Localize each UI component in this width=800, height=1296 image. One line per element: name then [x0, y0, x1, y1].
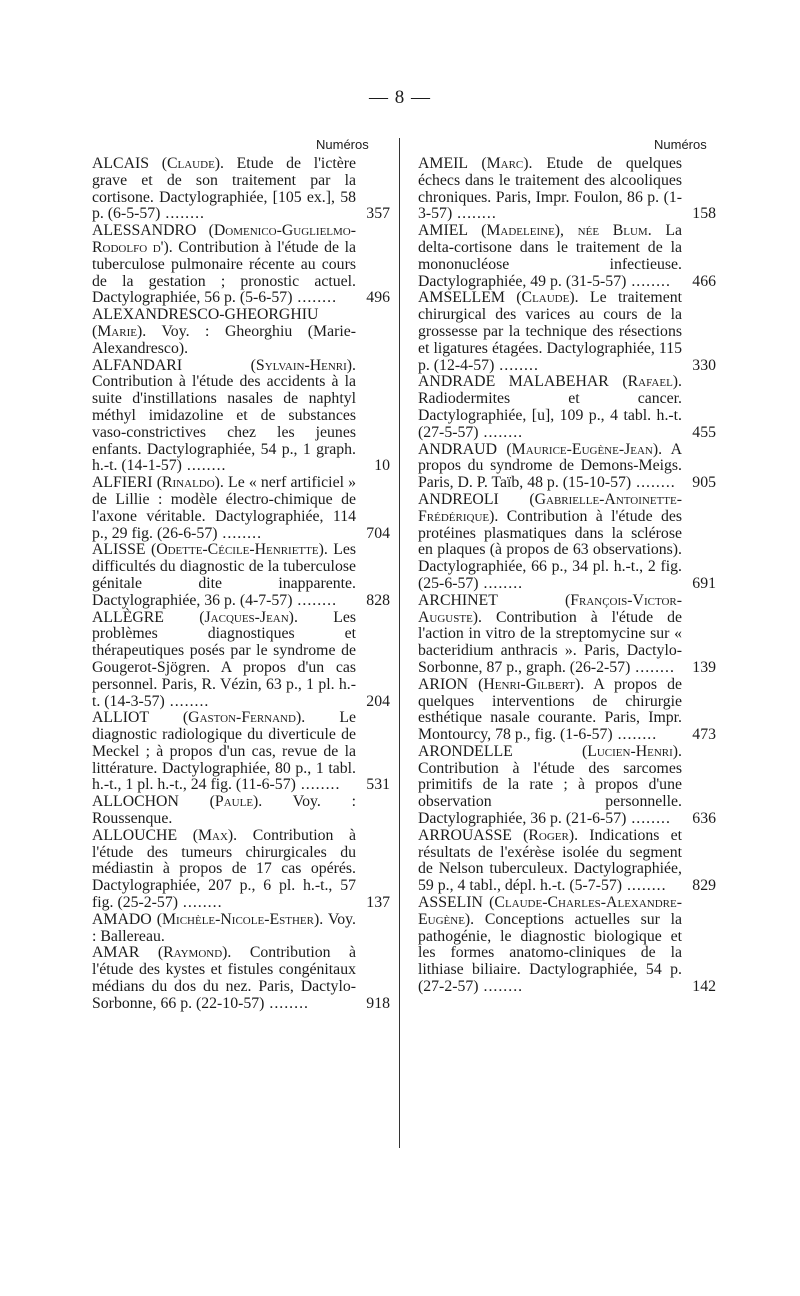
- thesis-description: Le diagnostic radiologique du diverticule de Meckel ; à propos d'un cas, revue de la littérature. Dactylographiée, 80 p., 1 tabl. h.-t., 1 pl. h.-t., 24 fig. (11-6-57): [92, 709, 356, 794]
- author-given-names: (Gabrielle-Antoinette-Frédérique).: [418, 490, 682, 525]
- author-surname: ALISSE: [92, 541, 146, 559]
- leader-dots: ........: [160, 205, 205, 223]
- leader-dots: ........: [612, 726, 658, 744]
- leader-dots: ........: [164, 692, 210, 710]
- bibliography-entry: [418, 593, 716, 677]
- author-surname: ALESSANDRO: [92, 222, 197, 240]
- bibliography-entry: [92, 475, 390, 542]
- author-given-names: (Max).: [192, 826, 238, 844]
- bibliography-entry: [418, 744, 716, 828]
- page-number: — 8 —: [369, 87, 431, 108]
- thesis-description: Les problèmes diagnostiques et thérapeutiques posés par le syndrome de Gougerot-Sjögren. A propos d'un cas personnel. Paris, R. Vézin, 63 p., 1 pl. h.-t. (14-3-57): [92, 608, 356, 710]
- leader-dots: ........: [292, 591, 338, 609]
- entry-number: 139: [692, 658, 716, 676]
- author-surname: ALEXANDRESCO-GHEORGHIU: [92, 306, 319, 324]
- author-given-names: (Sylvain-Henri).: [250, 356, 356, 374]
- thesis-description: Conceptions actuelles sur la pathogénie, le diagnostic biologique et les formes anatomo-cliniques de la lithiase biliaire. Dactylographiée, 54 p. (27-2-57): [418, 910, 682, 996]
- thesis-description: Contribution à l'étude des protéines plasmatiques dans la sclérose en plaques (à propos de 63 observations). Dactylographiée, 66 p., 34 pl. h.-t., 2 fig. (25-6-57): [418, 507, 682, 592]
- leader-dots: ........: [264, 994, 309, 1012]
- author-surname: ARONDELLE: [418, 742, 513, 760]
- bibliography-entry: [92, 828, 390, 912]
- author-given-names: (Roger).: [523, 826, 579, 844]
- left-column-header: Numéros: [316, 137, 369, 152]
- author-surname: ALFIERI: [92, 474, 153, 492]
- thesis-description: Le traitement chirurgical des varices au cours de la grossesse par la technique des résections et ligatures étagées. Dactylographiée, 115 p. (12-4-57): [418, 289, 682, 374]
- leader-dots: ........: [177, 894, 223, 912]
- author-given-names: (Maurice-Eugène-Jean).: [506, 440, 663, 458]
- author-surname: AMEIL: [418, 155, 468, 172]
- author-given-names: (Claude-Charles-Alexandre-Eugène).: [418, 894, 682, 928]
- leader-dots: ........: [622, 877, 667, 895]
- author-surname: ALLOUCHE: [92, 826, 178, 844]
- author-surname: AMSELLEM: [418, 289, 505, 307]
- bibliography-entry: [92, 945, 390, 1012]
- author-surname: ALLOCHON: [92, 793, 179, 811]
- author-given-names: (Madeleine), née Blum.: [481, 222, 652, 240]
- author-surname: AMAR: [92, 944, 140, 962]
- entry-number: 142: [692, 978, 716, 996]
- leader-dots: ........: [478, 423, 524, 441]
- leader-dots: ........: [292, 289, 338, 307]
- author-given-names: (Lucien-Henri).: [581, 742, 682, 760]
- thesis-description: Contribution à l'étude des tumeurs chirurgicales du médiastin à propos de 17 cas opérés. Dactylographiée, 207 p., 6 pl. h.-t., 57 fig. (25-2-57): [92, 826, 357, 912]
- entry-number: 466: [692, 272, 716, 290]
- bibliography-entry: [418, 374, 716, 441]
- entry-number: 496: [366, 289, 390, 307]
- leader-dots: ........: [626, 810, 671, 828]
- author-given-names: (Michèle-Nicole-Esther).: [156, 910, 324, 928]
- author-given-names: (Gaston-Fernand).: [182, 709, 306, 727]
- leader-dots: ........: [295, 776, 341, 794]
- bibliography-entry: [418, 290, 716, 374]
- author-surname: AMIEL: [418, 222, 468, 240]
- author-surname: ANDRADE MALABEHAR: [418, 373, 609, 391]
- bibliography-entry: [418, 492, 716, 593]
- author-given-names: (Claude).: [161, 155, 224, 172]
- author-surname: ANDREOLI: [418, 490, 499, 508]
- thesis-description: Etude de l'ictère grave et de son traitement par la cortisone. Dactylographiée, [105 ex.], 58 p. (6-5-57): [92, 155, 357, 223]
- right-column-header: Numéros: [654, 137, 707, 152]
- right-column: [418, 156, 716, 996]
- leader-dots: ........: [494, 356, 539, 374]
- leader-dots: ........: [452, 205, 497, 223]
- author-given-names: (Rinaldo).: [156, 474, 224, 492]
- entry-number: 905: [692, 474, 716, 492]
- bibliography-entry: [92, 542, 390, 609]
- leader-dots: ........: [626, 272, 671, 290]
- leader-dots: ........: [478, 574, 524, 592]
- author-given-names: (Domenico-Guglielmo-Rodolfo d').: [92, 222, 356, 256]
- entry-number: 158: [692, 205, 716, 223]
- bibliography-entry: [92, 610, 390, 711]
- entry-number: 455: [692, 423, 716, 441]
- thesis-description: Les difficultés du diagnostic de la tuberculose génitale dite inapparente. Dactylographiée, 36 p. (4-7-57): [92, 541, 357, 609]
- thesis-description: Voy. : Gheorghiu (Marie-Alexandresco).: [92, 322, 357, 357]
- author-surname: ALFANDARI: [92, 356, 183, 374]
- leader-dots: ........: [217, 524, 263, 542]
- thesis-description: Indications et résultats de l'exérèse isolée du segment de Nelson tuberculeux. Dactylographiée, 59 p., 4 tabl., dépl. h.-t. (5-7-57): [418, 826, 682, 895]
- thesis-description: A propos de quelques interventions de chirurgie esthétique nasale courante. Paris, Impr. Montourcy, 78 p., fig. (1-6-57): [418, 675, 683, 744]
- bibliography-entry: [92, 912, 390, 946]
- entry-number: 357: [366, 205, 390, 223]
- bibliography-entry: [92, 223, 390, 307]
- entry-number: 204: [366, 692, 390, 710]
- leader-dots: ........: [181, 457, 227, 475]
- bibliography-entry: [418, 828, 716, 895]
- bibliography-entry: [418, 677, 716, 744]
- thesis-description: Radiodermites et cancer. Dactylographiée, [u], 109 p., 4 tabl. h.-t. (27-5-57): [418, 390, 682, 441]
- entry-number: 473: [692, 726, 716, 744]
- author-surname: ALCAIS: [92, 155, 150, 172]
- thesis-description: Le « nerf artificiel » de Lillie : modèle électro-chimique de l'axone véritable. Dactylographiée, 114 p., 29 fig. (26-6-57): [92, 474, 357, 542]
- entry-number: 636: [692, 810, 716, 828]
- entry-number: 691: [692, 574, 716, 592]
- bibliography-entry: [418, 156, 716, 223]
- bibliography-entry: [92, 710, 390, 794]
- author-surname: ALLÈGRE: [92, 608, 164, 626]
- entry-number: 330: [692, 356, 716, 374]
- author-given-names: (François-Victor-Auguste).: [418, 591, 682, 626]
- author-surname: ARROUASSE: [418, 826, 512, 844]
- thesis-description: A propos du syndrome de Demons-Meigs. Paris, D. P. Taïb, 48 p. (15-10-57): [418, 440, 683, 492]
- column-divider: [399, 138, 400, 1148]
- author-given-names: (Marie).: [92, 322, 147, 340]
- author-given-names: (Odette-Cécile-Henriette).: [150, 541, 328, 559]
- entry-number: 918: [366, 994, 390, 1012]
- author-given-names: (Claude).: [516, 289, 579, 307]
- bibliography-entry: [418, 895, 716, 996]
- bibliography-entry: [92, 307, 390, 357]
- thesis-description: Voy. : Ballereau.: [92, 910, 356, 945]
- entry-number: 10: [374, 457, 390, 475]
- author-surname: ASSELIN: [418, 894, 483, 912]
- author-given-names: (Henri-Gilbert).: [478, 675, 585, 693]
- bibliography-entry: [92, 156, 390, 223]
- leader-dots: ........: [630, 658, 675, 676]
- thesis-description: Contribution à l'étude des kystes et fistules congénitaux médians du dos du nez. Paris, Dactylo-Sorbonne, 66 p. (22-10-57): [92, 944, 357, 1012]
- author-surname: ARCHINET: [418, 591, 498, 609]
- author-surname: ANDRAUD: [418, 440, 497, 458]
- author-surname: AMADO: [92, 910, 152, 928]
- author-given-names: (Jacques-Jean).: [199, 608, 298, 626]
- author-given-names: (Raymond).: [157, 944, 232, 962]
- thesis-description: Contribution à l'étude de l'action in vitro de la streptomycine sur « bacteridium anthracis ». Paris, Dactylo-Sorbonne, 87 p., graph. (26-2-57): [418, 608, 682, 676]
- author-given-names: (Rafael).: [622, 373, 682, 391]
- thesis-description: Contribution à l'étude des sarcomes primitifs de la rate ; à propos d'une observation personnelle. Dactylographiée, 36 p. (21-6-57): [418, 759, 682, 828]
- author-given-names: (Paule).: [209, 793, 263, 811]
- author-given-names: (Marc).: [481, 155, 533, 172]
- thesis-description: Etude de quelques échecs dans le traitement des alcooliques chroniques. Paris, Impr. Foulon, 86 p. (1-3-57): [418, 155, 682, 223]
- entry-number: 829: [692, 877, 716, 895]
- left-column: [92, 156, 390, 1013]
- entry-number: 704: [366, 524, 390, 542]
- bibliography-entry: [418, 442, 716, 492]
- entry-number: 531: [366, 776, 390, 794]
- entry-number: 137: [366, 894, 390, 912]
- bibliography-entry: [418, 223, 716, 290]
- entry-number: 828: [366, 591, 390, 609]
- bibliography-entry: [92, 358, 390, 476]
- thesis-description: Voy. : Roussenque.: [92, 793, 356, 828]
- thesis-description: Contribution à l'étude des accidents à la suite d'instillations nasales de naphtyl méthyl imidazoline et de substances vaso-constrictives chez les jeunes enfants. Dactylographiée, 54 p., 1 graph. h.-t. (14-1-57): [92, 373, 356, 475]
- author-surname: ALLIOT: [92, 709, 149, 727]
- author-surname: ARION: [418, 675, 469, 693]
- thesis-description: Contribution à l'étude de la tuberculose pulmonaire récente au cours de la gestation ; pronostic actuel. Dactylographiée, 56 p. (5-6-57): [92, 238, 356, 307]
- leader-dots: ........: [631, 474, 676, 492]
- leader-dots: ........: [478, 978, 524, 996]
- bibliography-entry: [92, 794, 390, 828]
- thesis-description: La delta-cortisone dans le traitement de la mononucléose infectieuse. Dactylographiée, 49 p. (31-5-57): [418, 222, 682, 290]
